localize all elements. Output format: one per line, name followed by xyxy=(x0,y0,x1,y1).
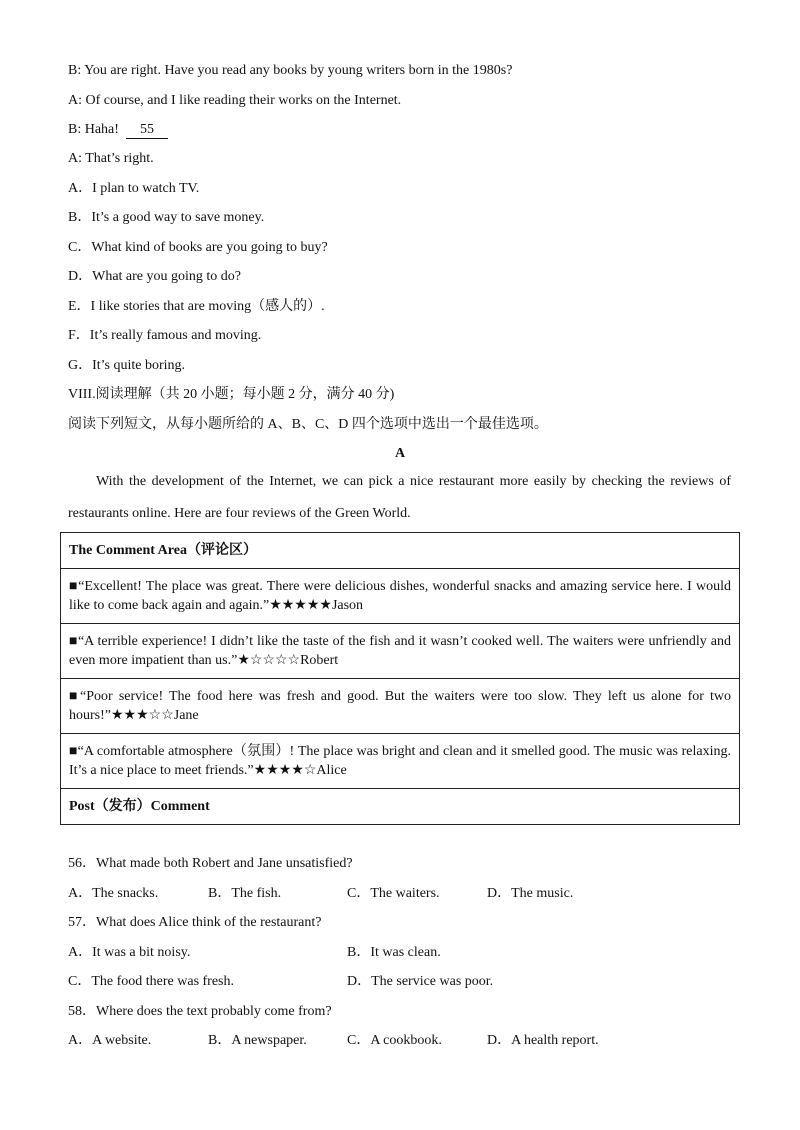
review-jason: ■“Excellent! The place was great. There were delicious dishes, wonderful snacks and amazing service here. I would like to come back again and again.”★★★★★Jason xyxy=(61,569,740,624)
dialogue-speaker-text: B: Haha! xyxy=(68,122,119,137)
dialogue-option: D．What are you going to do? xyxy=(68,269,242,284)
question-stem: 58．Where does the text probably come from? xyxy=(68,1004,332,1019)
dialogue-option: A．I plan to watch TV. xyxy=(68,181,200,196)
question-option: A．It was a bit noisy. xyxy=(68,945,191,960)
question-option: B．The fish. xyxy=(208,886,282,901)
section-heading: VIII.阅读理解（共 20 小题；每小题 2 分，满分 40 分) xyxy=(68,387,395,402)
section-instruction: 阅读下列短文，从每小题所给的 A、B、C、D 四个选项中选出一个最佳选项。 xyxy=(68,417,548,432)
dialogue-line xyxy=(68,121,168,139)
question-option: D．The music. xyxy=(487,886,574,901)
review-alice: ■“A comfortable atmosphere（氛围）! The place was bright and clean and it smelled good. The music was relaxing. It’s a nice place to meet friends.”★★★★☆Alice xyxy=(61,734,740,789)
question-option: D．A health report. xyxy=(487,1033,599,1048)
passage-label: A xyxy=(394,446,406,461)
dialogue-option: C．What kind of books are you going to buy? xyxy=(68,240,328,255)
dialogue-option: E．I like stories that are moving（感人的）. xyxy=(68,299,325,314)
dialogue-line: A: Of course, and I like reading their works on the Internet. xyxy=(68,93,402,108)
question-stem: 57．What does Alice think of the restaurant? xyxy=(68,915,322,930)
review-jane: ■“Poor service! The food here was fresh and good. But the waiters were too slow. They left us alone for two hours!”★★★☆☆Jane xyxy=(61,679,740,734)
question-option: A．The snacks. xyxy=(68,886,159,901)
dialogue-option: G．It’s quite boring. xyxy=(68,358,186,373)
passage-intro: With the development of the Internet, we can pick a nice restaurant more easily by checking the reviews of restaurants online. Here are four reviews of the Green World. xyxy=(68,474,731,521)
question-option: C．The waiters. xyxy=(347,886,440,901)
dialogue-line: B: You are right. Have you read any books by young writers born in the 1980s? xyxy=(68,63,513,78)
question-option: D．The service was poor. xyxy=(347,974,494,989)
question-stem: 56．What made both Robert and Jane unsatisfied? xyxy=(68,856,353,871)
dialogue-option: F．It’s really famous and moving. xyxy=(68,328,262,343)
question-option: C．The food there was fresh. xyxy=(68,974,235,989)
dialogue-line: A: That’s right. xyxy=(68,151,154,166)
comment-area-table xyxy=(60,532,740,825)
dialogue-option: B．It’s a good way to save money. xyxy=(68,210,265,225)
review-robert: ■“A terrible experience! I didn’t like the taste of the fish and it wasn’t cooked well. The waiters were unfriendly and even more impatient than us.”★☆☆☆☆Robert xyxy=(61,624,740,679)
comment-area-title: The Comment Area（评论区） xyxy=(61,533,740,569)
question-option: B．A newspaper. xyxy=(208,1033,307,1048)
post-comment: Post（发布）Comment xyxy=(61,789,740,825)
question-option: A．A website. xyxy=(68,1033,152,1048)
answer-blank: 55 xyxy=(126,122,168,139)
question-option: C．A cookbook. xyxy=(347,1033,442,1048)
question-option: B．It was clean. xyxy=(347,945,441,960)
